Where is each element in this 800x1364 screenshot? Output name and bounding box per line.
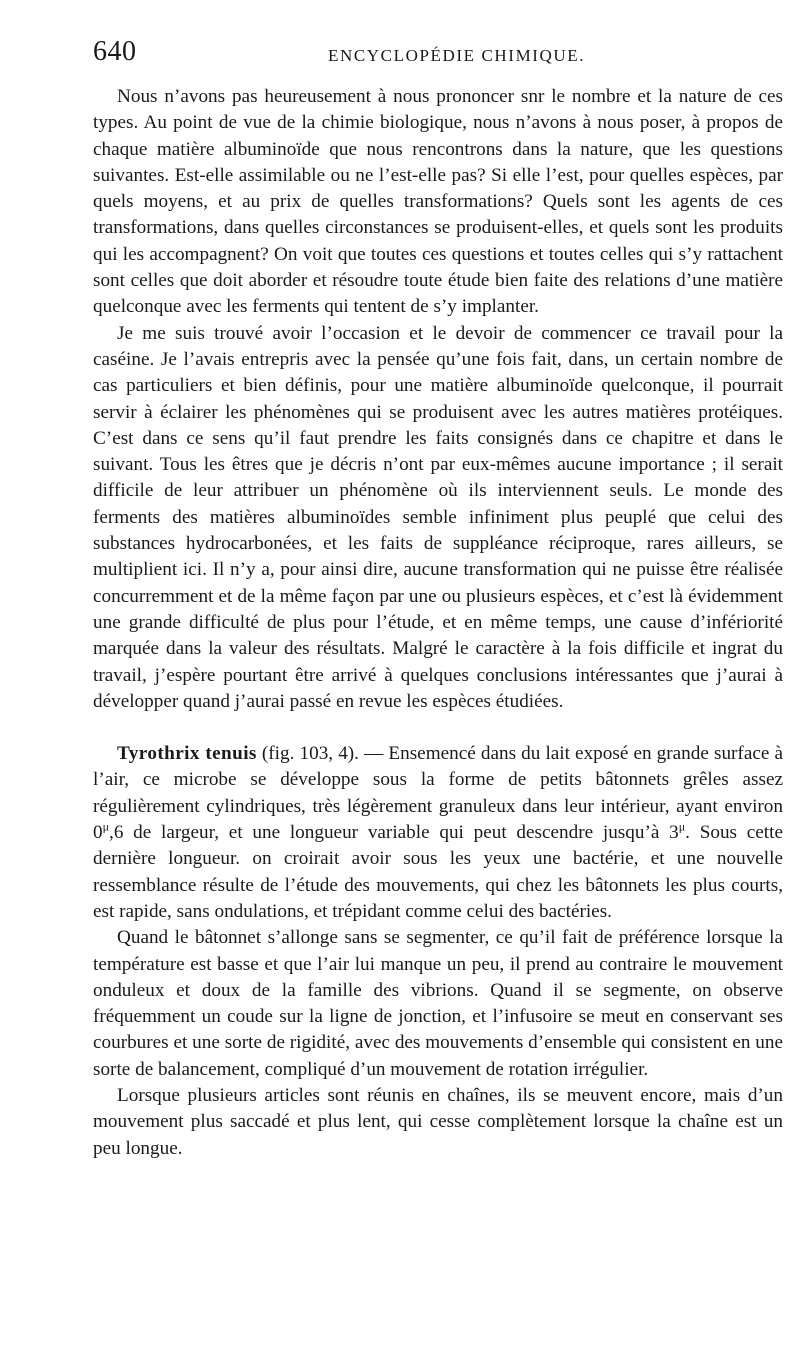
paragraph-5: Lorsque plusieurs articles sont réunis en chaînes, ils se meuvent encore, mais d’un mouvement plus saccadé et plus lent, qui cesse complètement lorsque la chaîne est un peu longue. bbox=[93, 1084, 783, 1159]
micron-unit: μ bbox=[678, 819, 686, 834]
paragraph-3-text-a: (fig. 103, 4). — Ensemencé dans du lait exposé en grande surface à l’air, ce microbe se développe sous la forme de petits bâtonnets grêles assez régulièrement cylindriques, très légèrement granuleux dans leur intérieur, ayant environ 0 bbox=[93, 743, 783, 844]
paragraph-3-text-c: . Sous cette dernière longueur. on croirait avoir sous les yeux une bactérie, et une nouvelle ressemblance résulte de l’étude des mouvements, qui chez les bâtonnets les plus courts, est rapide, sans ondulations, et trépidant comme celui des bactéries. bbox=[93, 822, 783, 922]
section-gap bbox=[93, 715, 783, 741]
paragraph-3-text-b: ,6 de largeur, et une longueur variable qui peut descendre jusqu’à 3 bbox=[109, 822, 679, 844]
body-text bbox=[93, 84, 783, 1162]
paragraph-4: Quand le bâtonnet s’allonge sans se segmenter, ce qu’il fait de préférence lorsque la température est basse et que l’air lui manque un peu, il prend au contraire le mouvement onduleux et doux de la famille des vibrions. Quand il se segmente, on observe fréquemment un coude sur la ligne de jonction, et l’infusoire se meut en conservant ses courbures et une sorte de rigidité, avec des mouvements d’ensemble qui consistent en une sorte de balancement, compliqué d’un mouvement de rotation irrégulier. bbox=[93, 927, 783, 1080]
page-number: 640 bbox=[93, 36, 137, 67]
running-title: ENCYCLOPÉDIE CHIMIQUE. bbox=[328, 46, 586, 65]
paragraph-1: Nous n’avons pas heureusement à nous prononcer snr le nombre et la nature de ces types. Au point de vue de la chimie biologique, nous n’avons à nous poser, à propos de chaque matière albuminoïde que nous rencontrons dans la nature, que les questions suivantes. Est-elle assimilable ou ne l’est-elle pas? Si elle l’est, pour quelles espèces, par quels moyens, et au prix de quelles transformations? Quels sont les agents de ces transformations, dans quelles circonstances se produisent-elles, et quels sont les produits qui les accompagnent? On voit que toutes ces questions et toutes celles qui s’y rattachent sont celles que doit aborder et résoudre toute étude bien faite des relations d’une matière quelconque avec les ferments qui tentent de s’y implanter. bbox=[93, 86, 783, 318]
paragraph-2: Je me suis trouvé avoir l’occasion et le devoir de commencer ce travail pour la caséine. Je l’avais entrepris avec la pensée qu’une fois fait, dans, un certain nombre de cas particuliers et bien définis, pour une matière albuminoïde quelconque, il pourrait servir à éclairer les phénomènes qui se produisent avec les autres matières protéiques. C’est dans ce sens qu’il faut prendre les faits consignés dans ce chapitre et dans le suivant. Tous les êtres que je décris n’ont par eux-mêmes aucune importance ; il serait difficile de leur attribuer un phénomène où ils interviennent seuls. Le monde des ferments des matières albuminoïdes semble infiniment plus peuplé que celui des substances hydrocarbonées, et les faits de suppléance réciproque, rares ailleurs, se multiplient ici. Il n’y a, pour ainsi dire, aucune transformation qui ne puisse être réalisée concurremment et de la même façon par une ou plusieurs espèces, et c’est là évidemment une grande difficulté de plus pour l’étude, et en même temps, une cause d’infériorité marquée dans la valeur des résultats. Malgré le caractère à la fois difficile et ingrat du travail, j’espère pourtant être arrivé à quelques conclusions intéressantes que j’aurai à développer quand j’aurai passé en revue les espèces étudiées. bbox=[93, 322, 783, 712]
species-name: Tyrothrix tenuis bbox=[117, 743, 257, 765]
paragraph-3 bbox=[93, 741, 783, 925]
page-header bbox=[93, 36, 783, 76]
micron-unit: μ bbox=[102, 819, 110, 834]
